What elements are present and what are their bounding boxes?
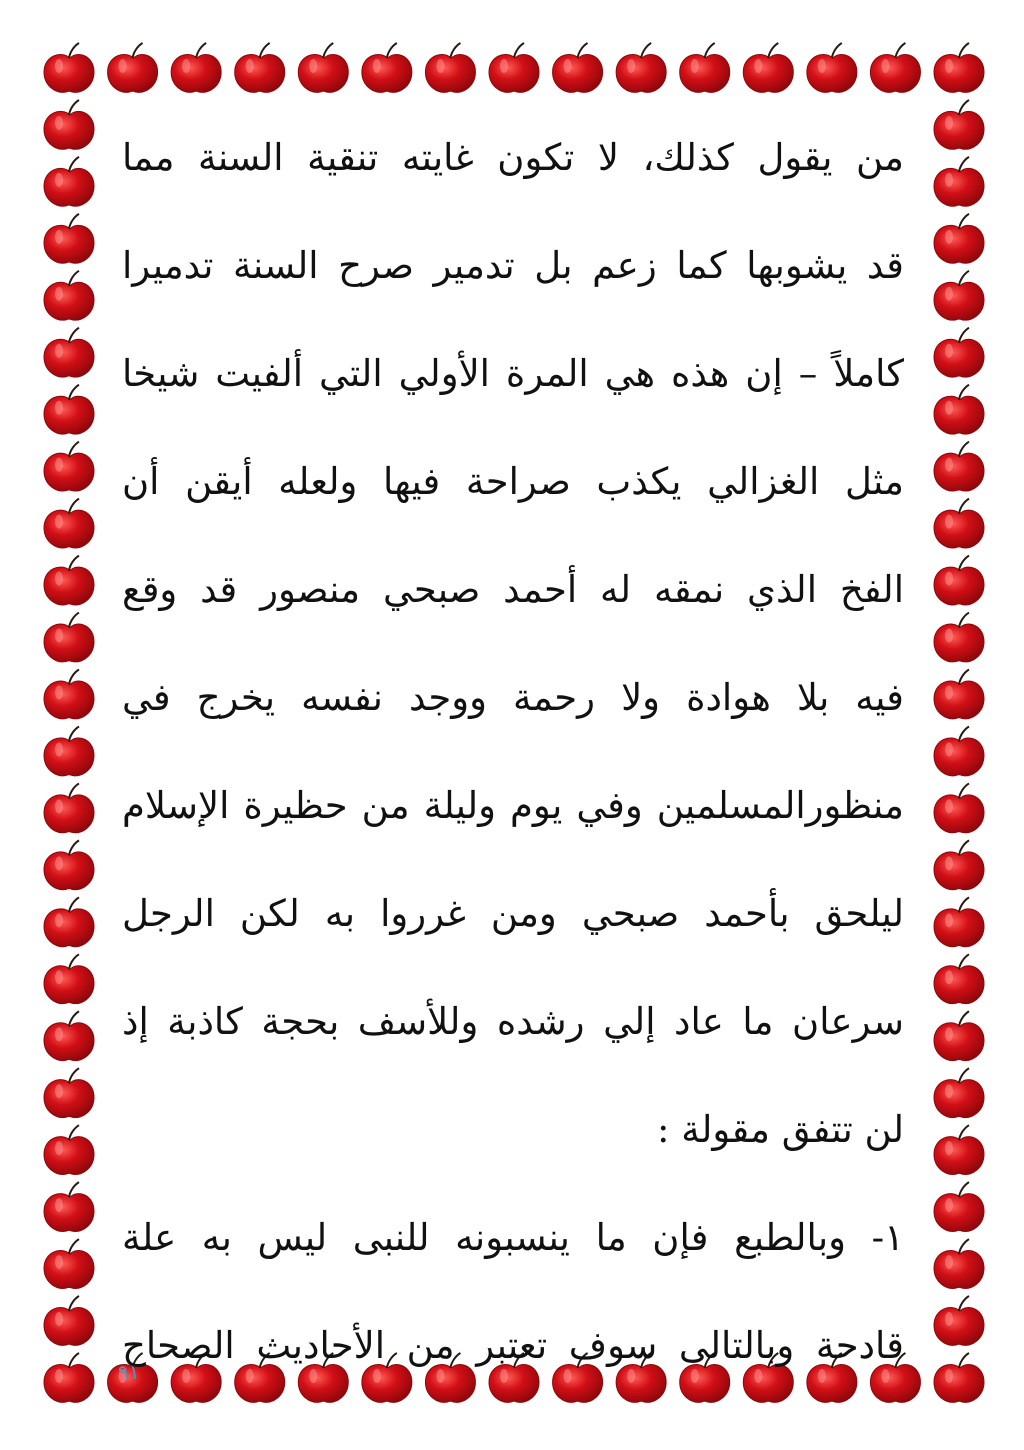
apple-icon: [934, 726, 984, 775]
apple-icon: [44, 43, 94, 92]
apple-icon: [44, 1068, 94, 1117]
apple-icon: [743, 43, 793, 92]
apple-icon: [934, 1068, 984, 1117]
apple-icon: [44, 1125, 94, 1174]
apple-icon: [44, 100, 94, 149]
apple-icon: [298, 43, 348, 92]
apple-icon: [362, 43, 412, 92]
apple-icon: [934, 157, 984, 206]
text-line: الفخ الذي نمقه له أحمد صبحي منصور قد وقع: [122, 568, 904, 611]
text-line: لن تتفق مقولة :: [657, 1108, 904, 1151]
apple-icon: [425, 43, 475, 92]
apple-icon: [934, 1239, 984, 1288]
page-number: ٩١: [118, 1360, 140, 1384]
body-text: [122, 128, 904, 1424]
apple-icon: [934, 556, 984, 605]
apple-icon: [934, 1182, 984, 1231]
apple-icon: [44, 840, 94, 889]
apple-icon: [934, 1353, 984, 1402]
text-line: ليلحق بأحمد صبحي ومن غرروا به لكن الرجل: [122, 892, 904, 935]
apple-icon: [44, 556, 94, 605]
apple-icon: [934, 670, 984, 719]
text-line: قادحة وبالتالى سوف تعتبر من الأحاديث الصحاح: [122, 1324, 904, 1367]
apple-icon: [44, 783, 94, 832]
apple-icon: [44, 897, 94, 946]
apple-icon: [934, 954, 984, 1003]
apple-icon: [171, 43, 221, 92]
apple-icon: [44, 1182, 94, 1231]
apple-icon: [616, 43, 666, 92]
apple-icon: [934, 1296, 984, 1345]
apple-icon: [44, 670, 94, 719]
apple-icon: [807, 43, 857, 92]
apple-icon: [934, 897, 984, 946]
apple-icon: [934, 385, 984, 434]
apple-icon: [44, 499, 94, 548]
apple-icon: [934, 783, 984, 832]
text-line: كاملاً – إن هذه هي المرة الأولي التي ألفيت شيخا: [122, 352, 904, 395]
apple-icon: [44, 328, 94, 377]
apple-icon: [870, 43, 920, 92]
apple-icon: [44, 726, 94, 775]
apple-icon: [489, 43, 539, 92]
text-line: قد يشوبها كما زعم بل تدمير صرح السنة تدميرا: [122, 244, 904, 287]
apple-icon: [934, 1011, 984, 1060]
apple-icon: [235, 43, 285, 92]
apple-icon: [934, 442, 984, 491]
apple-icon: [934, 328, 984, 377]
apple-icon: [108, 43, 158, 92]
apple-icon: [44, 214, 94, 263]
apple-icon: [44, 157, 94, 206]
apple-icon: [934, 271, 984, 320]
apple-icon: [934, 1125, 984, 1174]
apple-icon: [44, 1239, 94, 1288]
apple-icon: [934, 499, 984, 548]
apple-icon: [44, 271, 94, 320]
apple-icon: [44, 1011, 94, 1060]
apple-icon: [934, 214, 984, 263]
apple-icon: [44, 954, 94, 1003]
apple-icon: [44, 613, 94, 662]
numbered-item: ١- وبالطبع فإن ما ينسبونه للنبى ليس به علة: [122, 1216, 904, 1259]
apple-icon: [934, 613, 984, 662]
text-line: من يقول كذلك، لا تكون غايته تنقية السنة مما: [122, 136, 904, 179]
apple-icon: [680, 43, 730, 92]
apple-icon: [934, 840, 984, 889]
apple-icon: [553, 43, 603, 92]
apple-icon: [44, 442, 94, 491]
text-line: فيه بلا هوادة ولا رحمة ووجد نفسه يخرج في: [122, 676, 904, 719]
text-line: مثل الغزالي يكذب صراحة فيها ولعله أيقن أن: [122, 460, 904, 503]
text-line: منظورالمسلمين وفي يوم وليلة من حظيرة الإسلام: [122, 784, 904, 827]
apple-icon: [934, 100, 984, 149]
apple-icon: [44, 1296, 94, 1345]
apple-icon: [44, 1353, 94, 1402]
text-line: سرعان ما عاد إلي رشده وللأسف بحجة كاذبة إذ: [122, 1000, 904, 1043]
apple-icon: [934, 43, 984, 92]
apple-icon: [44, 385, 94, 434]
